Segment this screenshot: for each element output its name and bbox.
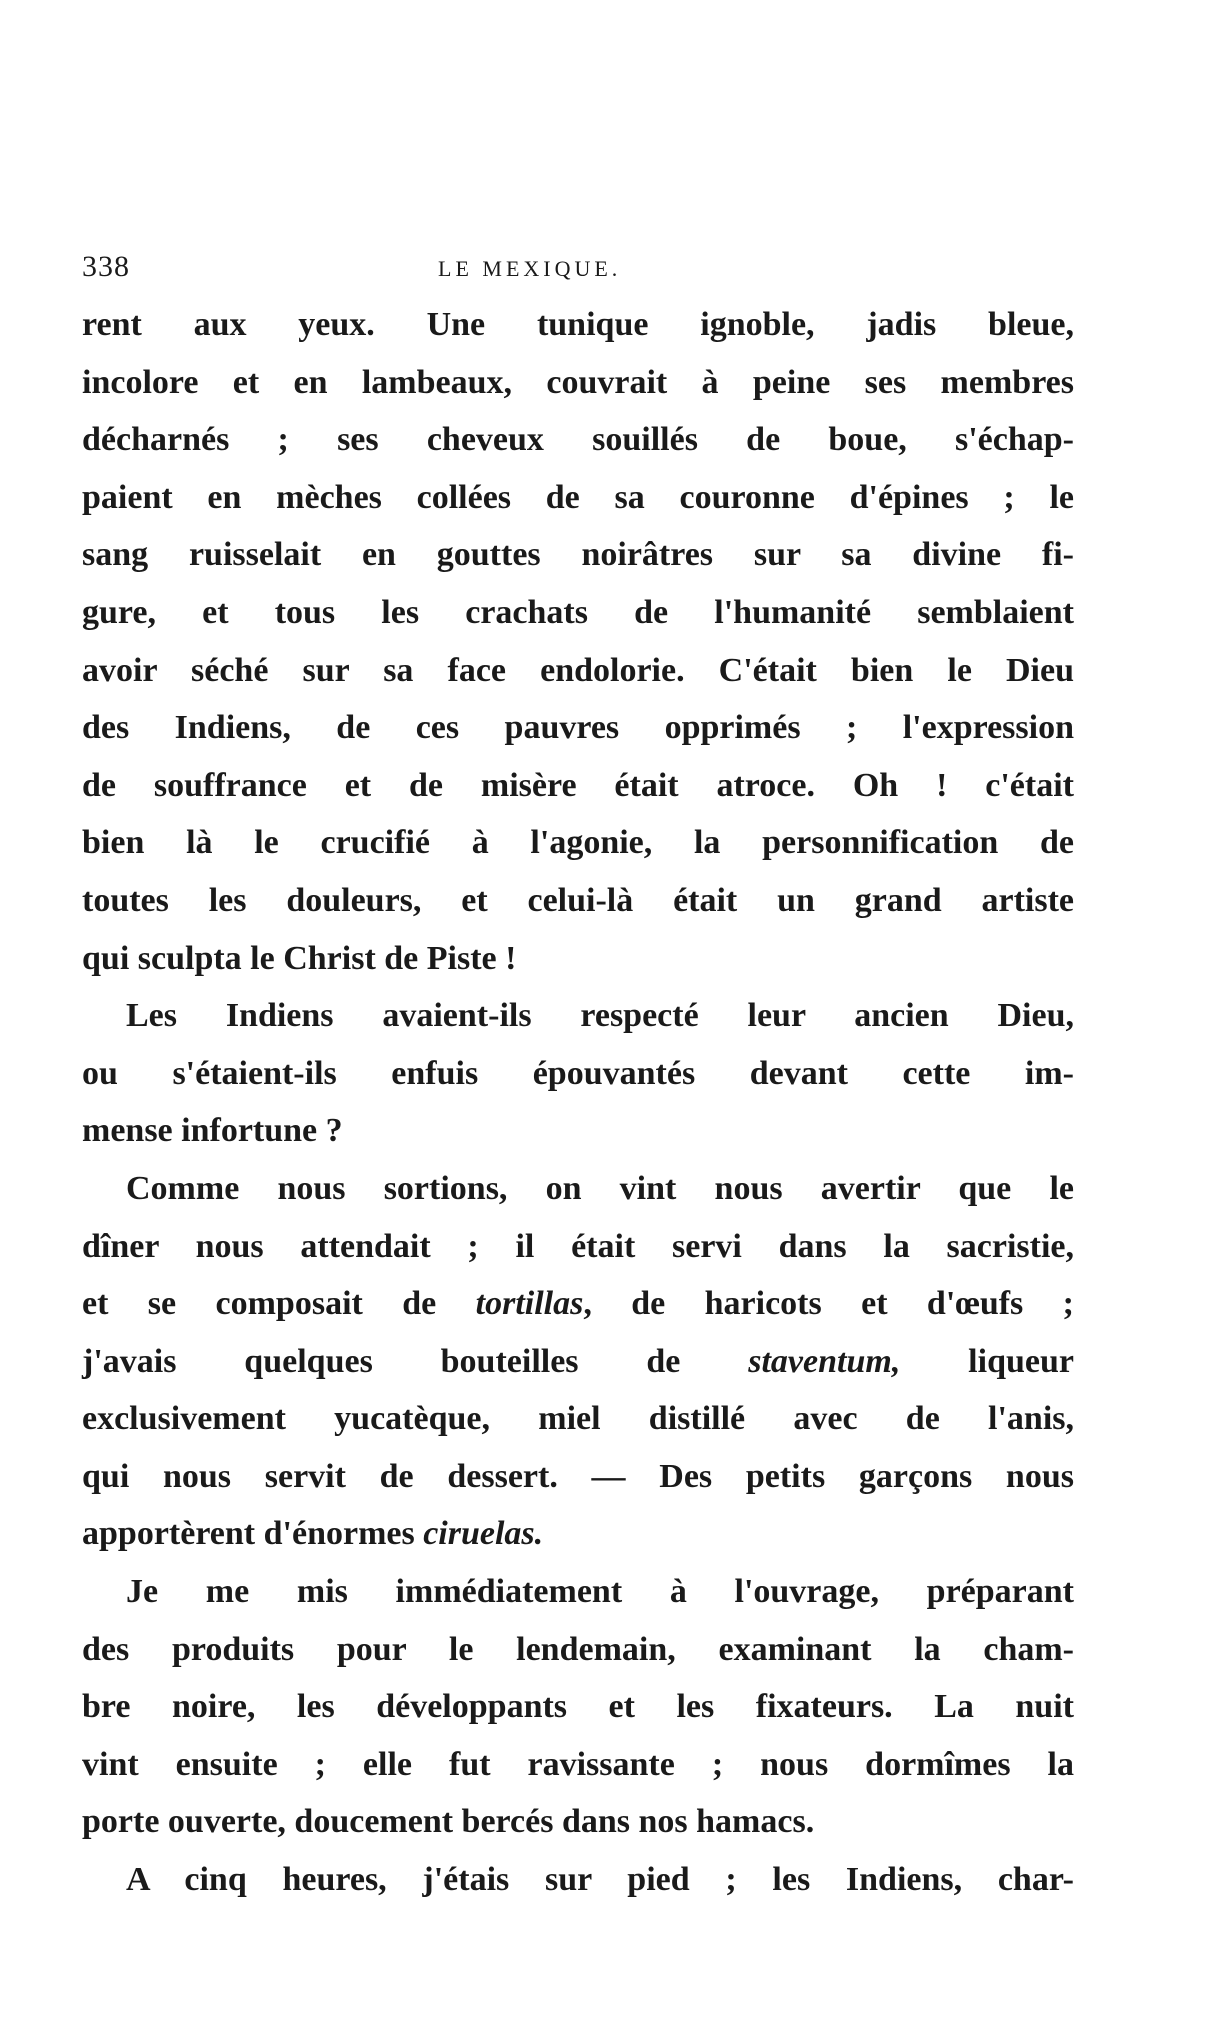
line-text: j'avais quelques bouteilles de: [82, 1342, 749, 1380]
text-line: gure, et tous les crachats de l'humanité semblaient: [82, 593, 1074, 631]
line-text: et se composait de: [82, 1285, 476, 1323]
text-line: rent aux yeux. Une tunique ignoble, jadis bleue,: [82, 306, 1074, 343]
text-line: mense infortune ?: [82, 1112, 343, 1150]
page-number: 338: [82, 250, 130, 283]
italic-term: tortillas: [475, 1285, 584, 1323]
text-line: [82, 1275, 1074, 1333]
text-line: [82, 1505, 1074, 1563]
italic-term: ciruelas.: [423, 1515, 544, 1553]
text-line: ou s'étaient-ils enfuis épouvantés devant cette im-: [82, 1054, 1074, 1092]
text-line: de souffrance et de misère était atroce. Oh ! c'était: [82, 766, 1074, 804]
italic-term: staventum,: [748, 1342, 901, 1380]
text-line: A cinq heures, j'étais sur pied ; les Indiens, char-: [126, 1861, 1074, 1899]
text-line: dîner nous attendait ; il était servi dans la sacristie,: [82, 1227, 1074, 1265]
text-line: toutes les douleurs, et celui-là était un grand artiste: [82, 881, 1074, 919]
text-line: porte ouverte, doucement bercés dans nos hamacs.: [82, 1803, 815, 1841]
text-line: incolore et en lambeaux, couvrait à peine ses membres: [82, 363, 1074, 401]
text-line: [82, 1333, 1074, 1391]
text-line: avoir séché sur sa face endolorie. C'était bien le Dieu: [82, 651, 1074, 689]
text-line: Je me mis immédiatement à l'ouvrage, préparant: [126, 1573, 1074, 1611]
text-line: qui nous servit de dessert. — Des petits garçons nous: [82, 1457, 1074, 1495]
text-line: exclusivement yucatèque, miel distillé avec de l'anis,: [82, 1400, 1074, 1438]
text-line: Comme nous sortions, on vint nous avertir que le: [126, 1169, 1074, 1207]
line-text: , de haricots et d'œufs ;: [583, 1285, 1075, 1323]
text-line: des Indiens, de ces pauvres opprimés ; l'expression: [82, 709, 1074, 747]
running-title: LE MEXIQUE.: [438, 256, 622, 281]
text-line: sang ruisselait en gouttes noirâtres sur sa divine fi-: [82, 536, 1074, 574]
line-text: apportèrent d'énormes: [82, 1515, 424, 1553]
running-head: [82, 250, 1082, 290]
text-line: bien là le crucifié à l'agonie, la personnification de: [82, 824, 1074, 862]
text-line: qui sculpta le Christ de Piste !: [82, 939, 517, 977]
line-text: liqueur: [900, 1342, 1074, 1380]
text-line: paient en mèches collées de sa couronne d'épines ; le: [82, 478, 1074, 516]
body-text: [82, 296, 1074, 1909]
text-line: bre noire, les développants et les fixateurs. La nuit: [82, 1688, 1074, 1726]
text-line: décharnés ; ses cheveux souillés de boue, s'échap-: [82, 421, 1074, 459]
text-line: vint ensuite ; elle fut ravissante ; nous dormîmes la: [82, 1745, 1074, 1783]
text-line: Les Indiens avaient-ils respecté leur ancien Dieu,: [126, 997, 1074, 1035]
text-line: des produits pour le lendemain, examinant la cham-: [82, 1630, 1074, 1668]
